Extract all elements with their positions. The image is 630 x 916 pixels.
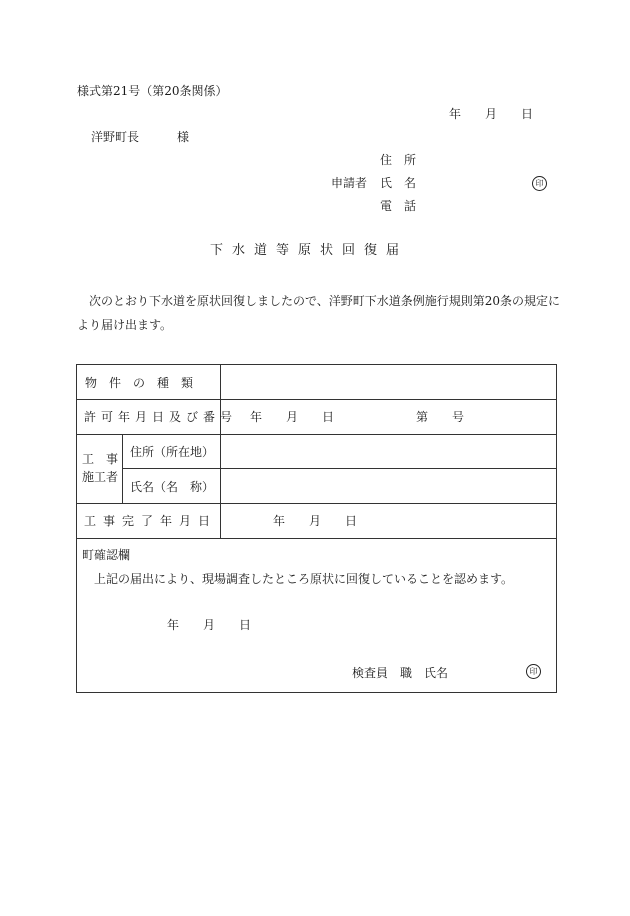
contractor-label-line1: 工 事 bbox=[82, 452, 119, 466]
table-line bbox=[122, 468, 556, 469]
confirmation-title: 町確認欄 bbox=[82, 548, 131, 562]
inspector-label: 検査員 職 氏名 bbox=[352, 666, 449, 680]
addressee bbox=[91, 131, 189, 143]
document-title: 下水道等原状回復届 bbox=[210, 243, 409, 258]
table-line bbox=[77, 434, 556, 435]
applicant-name-label: 氏 名 bbox=[380, 176, 417, 190]
table-line bbox=[77, 538, 556, 539]
table-line bbox=[220, 365, 221, 538]
completion-label: 工事完了年月日 bbox=[84, 514, 218, 528]
form-number: 様式第21号（第20条関係） bbox=[77, 84, 228, 98]
addressee-suffix: 様 bbox=[177, 130, 190, 144]
property-type-label: 物件の種類 bbox=[85, 376, 206, 390]
permit-label: 許可年月日及び番号 bbox=[84, 410, 238, 424]
table-line bbox=[122, 434, 123, 503]
contractor-address-label: 住所（所在地） bbox=[130, 445, 215, 459]
report-table bbox=[76, 364, 557, 693]
confirmation-date: 年 月 日 bbox=[167, 618, 252, 632]
confirmation-text: 上記の届出により、現場調査したところ原状に回復していることを認めます。 bbox=[94, 572, 514, 586]
permit-date: 年 月 日 bbox=[250, 410, 335, 424]
applicant-address-label: 住 所 bbox=[380, 153, 417, 167]
completion-date: 年 月 日 bbox=[273, 514, 358, 528]
contractor-name-label: 氏名（名 称） bbox=[130, 480, 215, 494]
contractor-label-line2: 施工者 bbox=[82, 470, 119, 484]
seal-mark: 印 bbox=[526, 664, 541, 679]
declaration-text: 次のとおり下水道を原状回復しましたので、洋野町下水道条例施行規則第20条の規定により届け出ます。 bbox=[77, 294, 561, 332]
seal-mark: 印 bbox=[532, 176, 547, 191]
table-line bbox=[77, 399, 556, 400]
submission-date: 年 月 日 bbox=[449, 107, 534, 121]
permit-number: 第 号 bbox=[416, 410, 465, 424]
table-line bbox=[77, 503, 556, 504]
addressee-name: 洋野町長 bbox=[91, 130, 140, 144]
applicant-label: 申請者 bbox=[331, 176, 368, 190]
applicant-phone-label: 電 話 bbox=[380, 199, 417, 213]
